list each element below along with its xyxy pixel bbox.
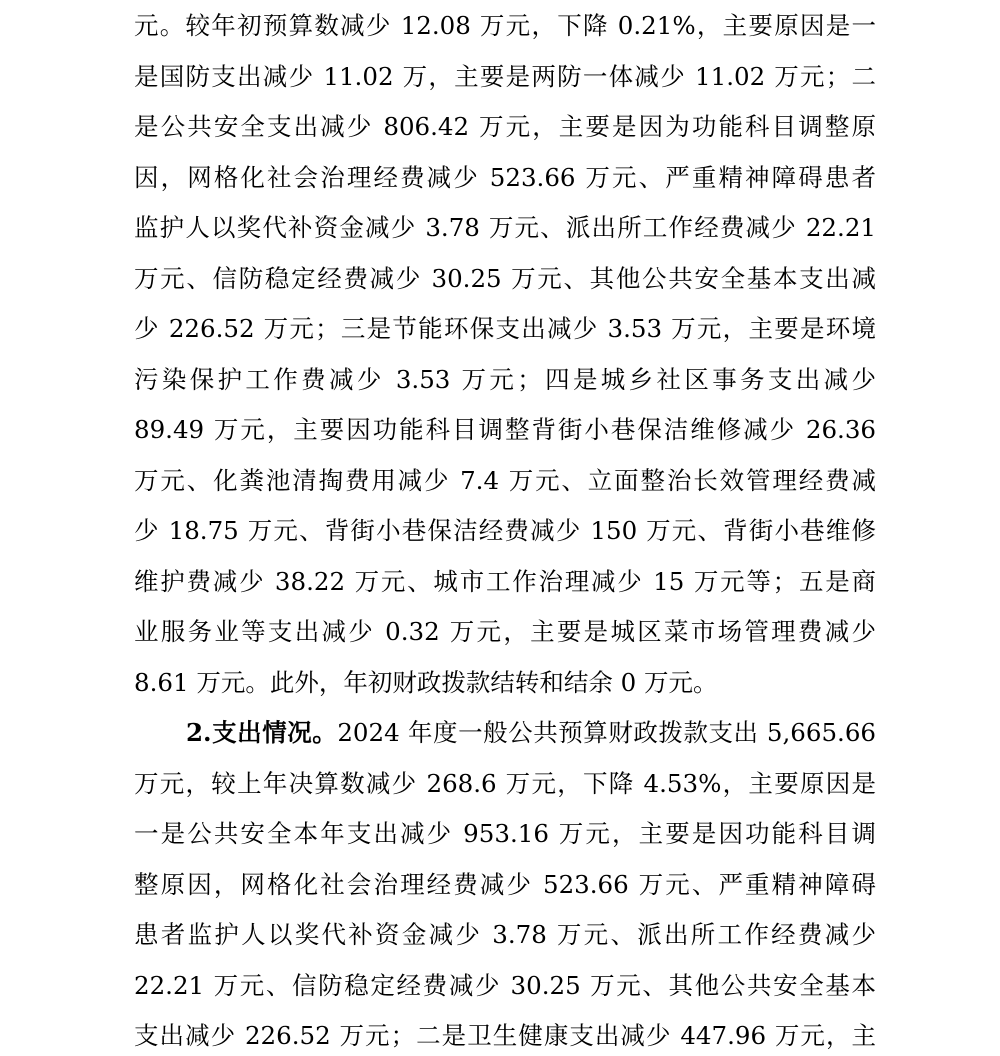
paragraph-1-line-14: 8.61 万元。此外，年初财政拨款结转和结余 0 万元。 <box>134 668 718 697</box>
paragraph-2-line-6: 22.21 万元、信防稳定经费减少 30.25 万元、其他公共安全基本 <box>134 971 876 1000</box>
paragraph-1-line-9: 89.49 万元，主要因功能科目调整背街小巷保洁维修减少 26.36 <box>134 415 876 444</box>
paragraph-2-line-2: 万元，较上年决算数减少 268.6 万元，下降 4.53%，主要原因是 <box>134 769 876 798</box>
paragraph-2-line-3: 一是公共安全本年支出减少 953.16 万元，主要是因功能科目调 <box>134 819 876 848</box>
paragraph-1-line-6: 万元、信防稳定经费减少 30.25 万元、其他公共安全基本支出减 <box>134 264 876 293</box>
paragraph-2-line-7: 支出减少 226.52 万元；二是卫生健康支出减少 447.96 万元，主 <box>134 1021 876 1050</box>
paragraph-1-line-1: 元。较年初预算数减少 12.08 万元，下降 0.21%，主要原因是一 <box>134 11 876 40</box>
paragraph-1-line-12: 维护费减少 38.22 万元、城市工作治理减少 15 万元等；五是商 <box>134 567 876 596</box>
paragraph-1-line-2: 是国防支出减少 11.02 万，主要是两防一体减少 11.02 万元；二 <box>134 62 876 91</box>
paragraph-2-line-4: 整原因，网格化社会治理经费减少 523.66 万元、严重精神障碍 <box>134 870 876 899</box>
paragraph-2-line-5: 患者监护人以奖代补资金减少 3.78 万元、派出所工作经费减少 <box>134 920 876 949</box>
paragraph-1-line-3: 是公共安全支出减少 806.42 万元，主要是因为功能科目调整原 <box>134 112 876 141</box>
paragraph-1-line-11: 少 18.75 万元、背街小巷保洁经费减少 150 万元、背街小巷维修 <box>134 516 876 545</box>
paragraph-1-line-5: 监护人以奖代补资金减少 3.78 万元、派出所工作经费减少 22.21 <box>134 213 876 242</box>
paragraph-2-line-1-text: 2024 年度一般公共预算财政拨款支出 5,665.66 <box>337 718 877 747</box>
paragraph-1-line-4: 因，网格化社会治理经费减少 523.66 万元、严重精神障碍患者 <box>134 163 876 192</box>
paragraph-1-line-13: 业服务业等支出减少 0.32 万元，主要是城区菜市场管理费减少 <box>134 617 876 646</box>
paragraph-1-line-7: 少 226.52 万元；三是节能环保支出减少 3.53 万元，主要是环境 <box>134 314 876 343</box>
paragraph-1-line-8: 污染保护工作费减少 3.53 万元；四是城乡社区事务支出减少 <box>134 365 876 394</box>
section-heading: 2.支出情况。 <box>186 718 338 747</box>
paragraph-1-line-10: 万元、化粪池清掏费用减少 7.4 万元、立面整治长效管理经费减 <box>134 466 876 495</box>
paragraph-2-line-1 <box>186 717 876 749</box>
